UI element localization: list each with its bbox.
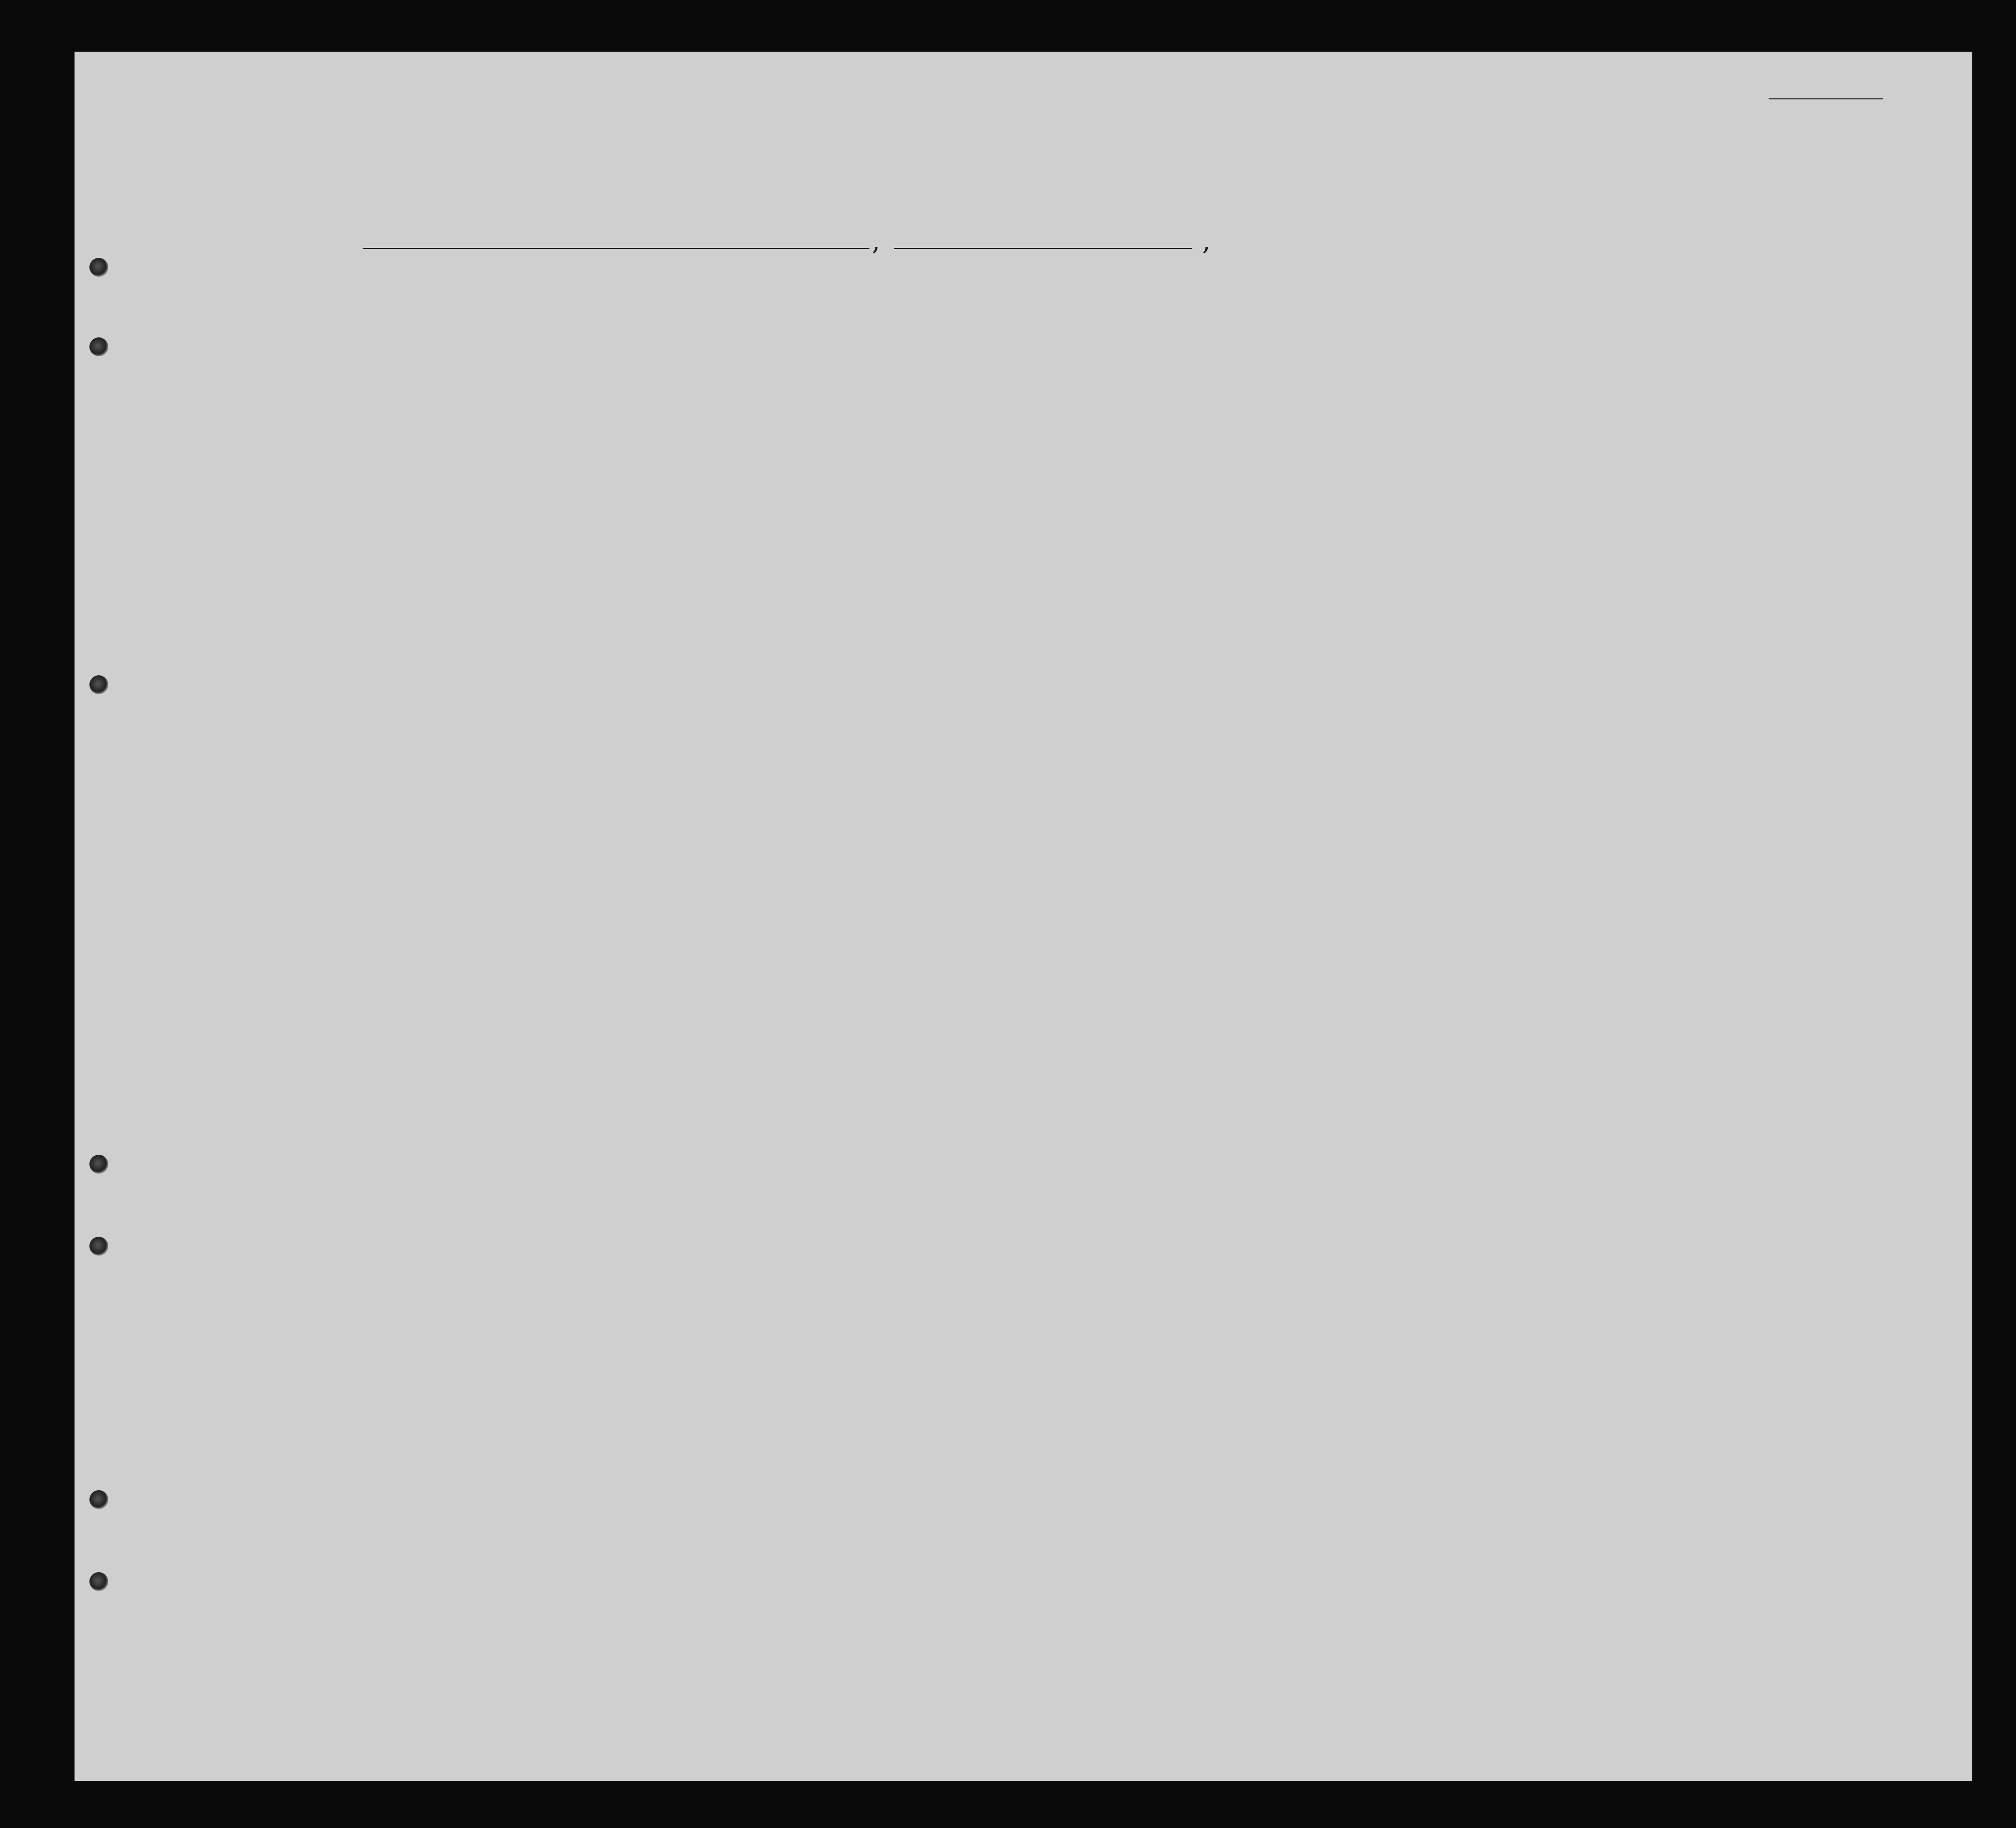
- comma: ,: [1202, 227, 1211, 256]
- binder-hole: [89, 675, 108, 694]
- binder-hole: [89, 1572, 108, 1591]
- header-possession: [355, 310, 380, 464]
- header-ticket: [282, 310, 307, 464]
- header-q28: [858, 310, 893, 464]
- header-q29: [902, 310, 936, 464]
- header-q30: [946, 310, 976, 464]
- header-polygamist: [805, 310, 825, 464]
- header-anarchist: [834, 310, 853, 464]
- binder-hole: [89, 337, 108, 356]
- header-feet: [1119, 399, 1139, 459]
- binder-hole: [89, 258, 108, 277]
- binder-hole: [89, 1237, 108, 1256]
- header-inches: [1148, 399, 1167, 459]
- comma: ,: [872, 227, 880, 256]
- manifest-sheet: [75, 52, 1972, 1781]
- header-purpose-length: [704, 322, 729, 464]
- binder-hole: [89, 1155, 108, 1174]
- header-purpose-citizen: [743, 322, 768, 464]
- binder-hole: [89, 1490, 108, 1509]
- header-purpose-return: [661, 322, 691, 464]
- header-prison: [768, 310, 797, 464]
